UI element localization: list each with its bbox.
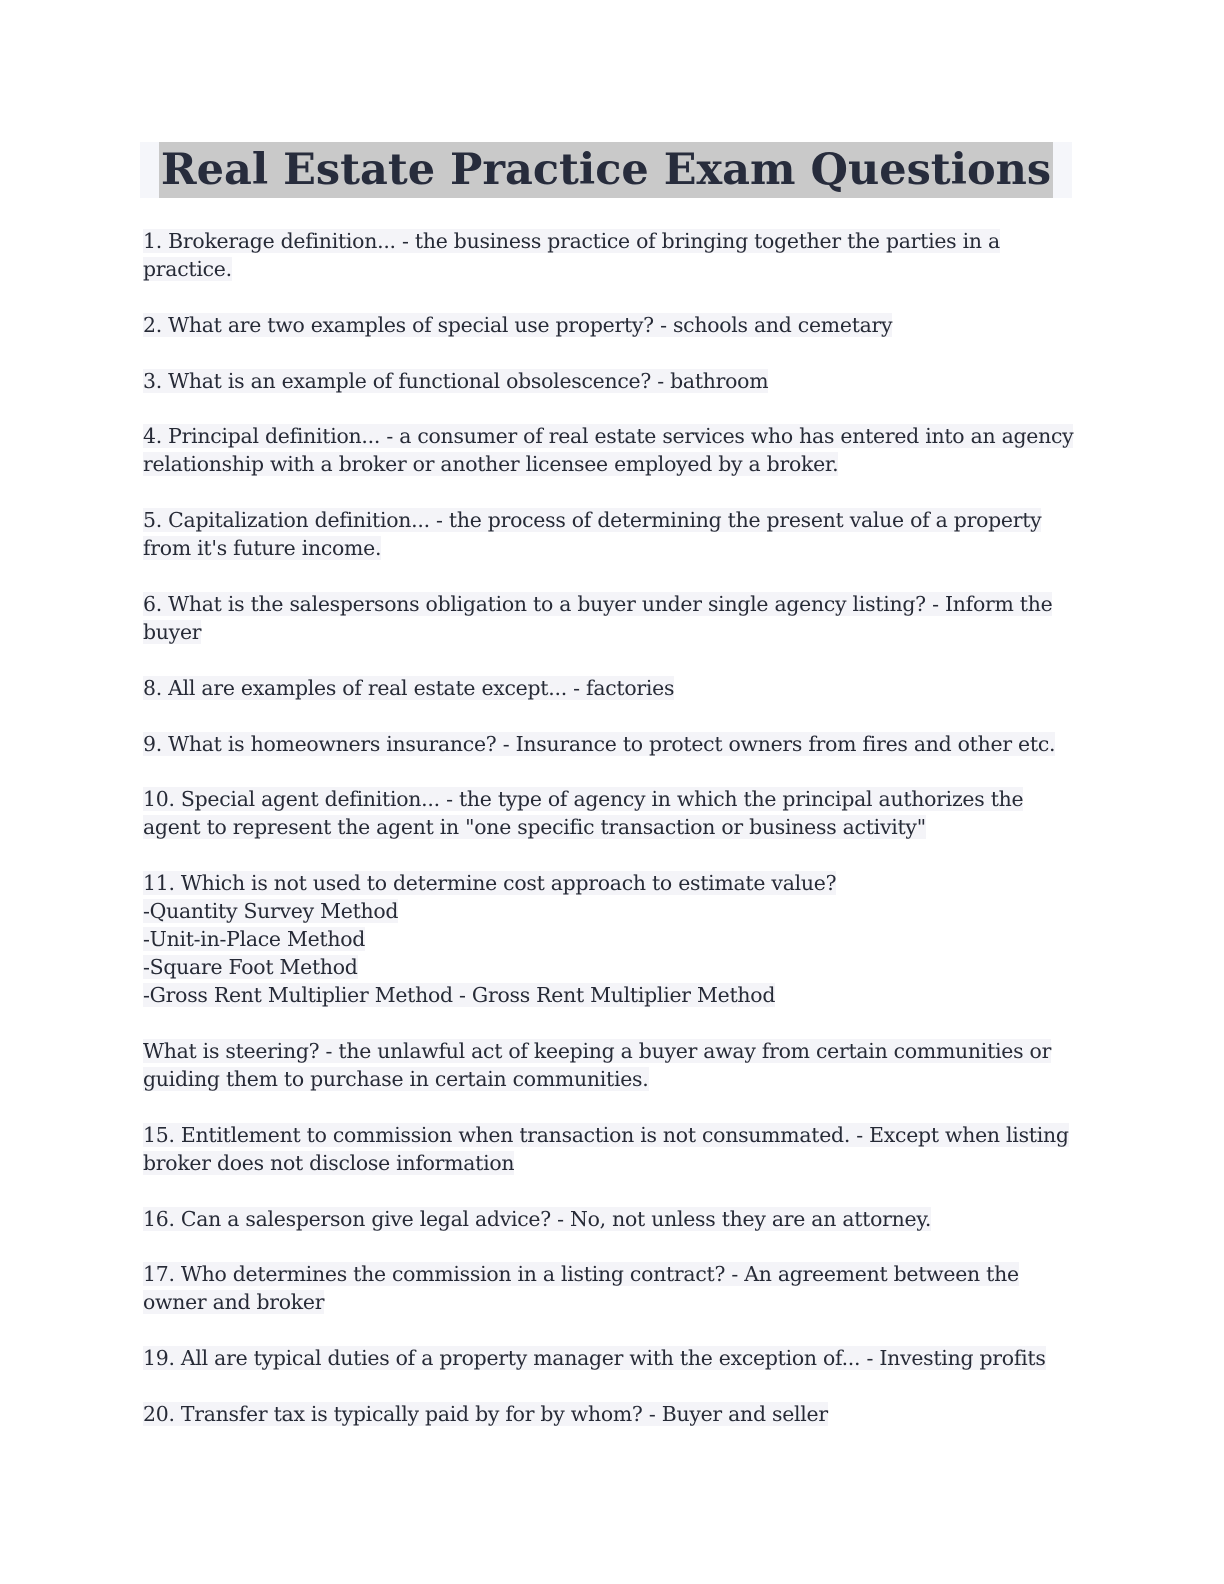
qa-item-17 [140,1260,1074,1316]
qa-option-text: -Quantity Survey Method [143,899,399,924]
qa-text: 4. Principal definition... - a consumer of real estate services who has entered into an agency relationship with a broker or another licensee employed by a broker. [143,424,1074,477]
qa-item-20 [140,1400,1074,1428]
qa-item-9 [140,730,1074,758]
qa-text: 1. Brokerage definition... - the business practice of bringing together the parties in a practice. [143,229,1000,281]
qa-text: 9. What is homeowners insurance? - Insurance to protect owners from fires and other etc. [143,731,1056,756]
qa-text: 17. Who determines the commission in a listing contract? - An agreement between the owner and broker [143,1262,1019,1315]
qa-option [143,925,1074,953]
qa-item-16 [140,1205,1074,1233]
document-page [140,142,1074,1456]
page-title: Real Estate Practice Exam Questions [159,142,1053,198]
qa-text: 15. Entitlement to commission when transaction is not consummated. - Except when listing broker does not disclose information [143,1122,1069,1175]
qa-item-4 [140,422,1074,478]
qa-text: 10. Special agent definition... - the type of agency in which the principal authorizes the agent to represent the agent in "one specific transaction or business activity" [143,787,1024,840]
qa-text: 6. What is the salespersons obligation to a buyer under single agency listing? - Inform the buyer [143,591,1053,644]
qa-text: 5. Capitalization definition... - the process of determining the present value of a property from it's future income. [143,508,1042,561]
qa-text: 8. All are examples of real estate except... - factories [143,675,675,700]
qa-item-6 [140,590,1074,646]
qa-item-1 [140,227,1074,283]
qa-option-text: -Square Foot Method [143,955,358,980]
qa-item-8 [140,674,1074,702]
qa-option [143,953,1074,981]
qa-item-3 [140,367,1074,395]
qa-text: 19. All are typical duties of a property manager with the exception of... - Investing profits [143,1346,1046,1371]
qa-question-text: 11. Which is not used to determine cost approach to estimate value? [143,871,837,896]
qa-item-11 [140,869,1074,1009]
qa-item-2 [140,311,1074,339]
qa-question [143,869,1074,897]
qa-item-10 [140,785,1074,841]
qa-option-text: -Gross Rent Multiplier Method - Gross Rent Multiplier Method [143,983,776,1008]
qa-option-text: -Unit-in-Place Method [143,927,366,952]
qa-text: 2. What are two examples of special use property? - schools and cemetary [143,312,893,337]
qa-text: 20. Transfer tax is typically paid by for by whom? - Buyer and seller [143,1401,828,1426]
qa-text: 16. Can a salesperson give legal advice? - No, not unless they are an attorney. [143,1206,932,1231]
qa-option [143,897,1074,925]
title-band [140,142,1072,198]
qa-item-5 [140,506,1074,562]
qa-item-19 [140,1344,1074,1372]
qa-option [143,981,1074,1009]
qa-text: 3. What is an example of functional obsolescence? - bathroom [143,368,769,393]
qa-item-steering [140,1037,1074,1093]
qa-text: What is steering? - the unlawful act of keeping a buyer away from certain communities or guiding them to purchase in certain communities. [143,1038,1052,1091]
qa-item-15 [140,1121,1074,1177]
